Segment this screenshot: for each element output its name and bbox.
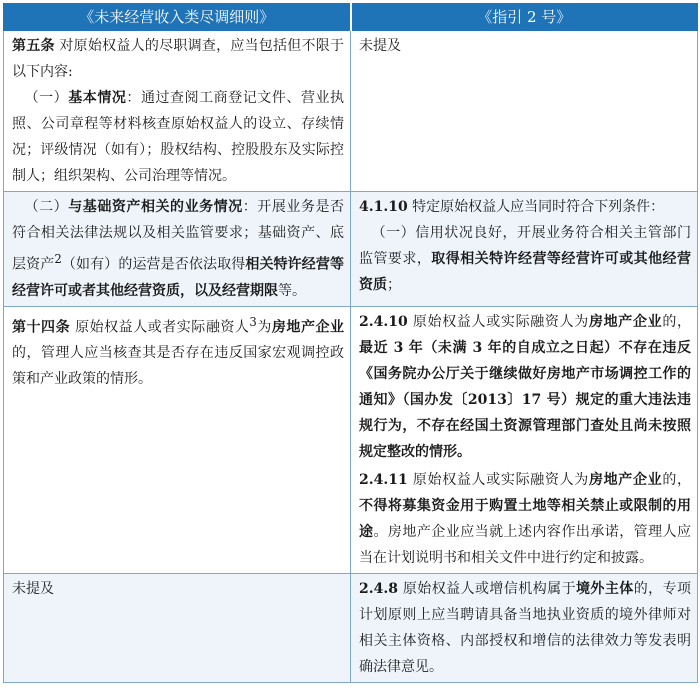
cell-paragraph: [359, 220, 691, 298]
cell-paragraph: [359, 33, 691, 59]
row-0-left-cell: [4, 31, 351, 192]
bold-text: 不得将募集资金用于购置土地等相关禁止或限制的用途: [359, 497, 691, 540]
table-row: [4, 573, 698, 682]
cell-paragraph: [12, 309, 344, 393]
row-0-right-cell: [351, 31, 698, 192]
row-2-left-cell: [4, 306, 351, 573]
cell-paragraph: [359, 467, 691, 571]
text-run: 的，: [662, 313, 692, 330]
cell-paragraph: [12, 576, 344, 602]
text-run: 等。: [278, 282, 306, 299]
row-1-right-cell: [351, 192, 698, 307]
bold-text: 2.4.10: [359, 313, 408, 330]
header-row: [4, 4, 698, 31]
bold-text: 2.4.8: [359, 580, 398, 597]
text-run: 原始权益人或实际融资人为: [407, 471, 589, 488]
comparison-table: [3, 3, 698, 683]
text-run: （一）: [24, 90, 69, 106]
bold-text: 境外主体: [576, 580, 634, 597]
text-run: 原始权益人或实际融资人为: [407, 313, 589, 330]
text-run: 特定原始权益人应当同时符合下列条件：: [407, 199, 665, 215]
text-run: 的，管理人应当核查其是否存在违反国家宏观调控政策和产业政策的情形。: [12, 345, 344, 388]
bold-text: 基本情况: [68, 90, 127, 106]
bold-text: 房地产企业: [588, 471, 663, 488]
cell-paragraph: [359, 309, 691, 465]
text-run: 未提及: [359, 38, 401, 54]
footnote-ref: 3: [249, 314, 257, 329]
row-1-left-cell: [4, 192, 351, 307]
table-row: [4, 192, 698, 307]
bold-text: 房地产企业: [588, 313, 663, 330]
row-2-right-cell: [351, 306, 698, 573]
text-run: 。房地产企业应当就上述内容作出承诺，管理人应当在计划说明书和相关文件中进行约定和披露。: [359, 523, 692, 566]
text-run: （一）信用状况良好，开展业务符合相关主管部门监管要求，: [359, 225, 691, 267]
bold-text: 第十四条: [12, 319, 71, 336]
bold-text: 房地产企业: [271, 319, 345, 336]
table-row: [4, 306, 698, 573]
bold-text: 第五条: [12, 38, 55, 54]
text-run: ；: [387, 277, 401, 293]
text-run: 对原始权益人的尽职调查，应当包括但不限于以下内容:: [12, 38, 345, 80]
text-run: ：开展业务是否符合相关法律法规以及相关监管要求；基础资产、底层资产: [12, 199, 345, 273]
header-right: 《指引 2 号》: [351, 4, 698, 31]
text-run: （二）: [24, 199, 69, 215]
bold-text: 最近 3 年（未满 3 年的自成立之日起）不存在违反《国务院办公厅关于继续做好房地产市场调控工作的通知》（国办发〔2013〕17 号）规定的重大违法违规行为，不存在经国土资源管理部门查处且尚未按照规定整改的情形。: [359, 339, 691, 460]
cell-paragraph: [359, 576, 691, 680]
text-run: 原始权益人或者实际融资人: [70, 319, 250, 336]
cell-paragraph: [12, 85, 344, 189]
text-run: 的，: [662, 471, 692, 488]
text-run: 原始权益人或增信机构属于: [397, 580, 576, 597]
cell-paragraph: [12, 33, 344, 85]
text-run: ：通过查阅工商登记文件、营业执照、公司章程等材料核查原始权益人的设立、存续情况；评级情况（如有）；股权结构、控股股东及实际控制人；组织架构、公司治理等情况。: [12, 90, 345, 184]
bold-text: 取得相关特许经营等经营许可或其他经营资质: [359, 251, 692, 293]
bold-text: 与基础资产相关的业务情况: [68, 199, 243, 215]
bold-text: 2.4.11: [359, 471, 408, 488]
table-row: [4, 31, 698, 192]
footnote-ref: 2: [54, 252, 62, 266]
header-left: 《未来经营收入类尽调细则》: [4, 4, 351, 31]
bold-text: 4.1.10: [359, 199, 408, 215]
row-3-left-cell: [4, 573, 351, 682]
text-run: 未提及: [12, 580, 54, 597]
text-run: 的，专项计划原则上应当聘请具备当地执业资质的境外律师对相关主体资格、内部授权和增信的法律效力等发表明确法律意见。: [359, 580, 692, 675]
cell-paragraph: [359, 194, 691, 220]
cell-paragraph: [12, 194, 344, 304]
row-3-right-cell: [351, 573, 698, 682]
text-run: （如有）的运营是否依法取得: [61, 256, 246, 273]
bold-text: 相关特许经营等经营许可或者其他经营资质，以及经营期限: [12, 256, 345, 299]
text-run: 为: [256, 319, 272, 336]
